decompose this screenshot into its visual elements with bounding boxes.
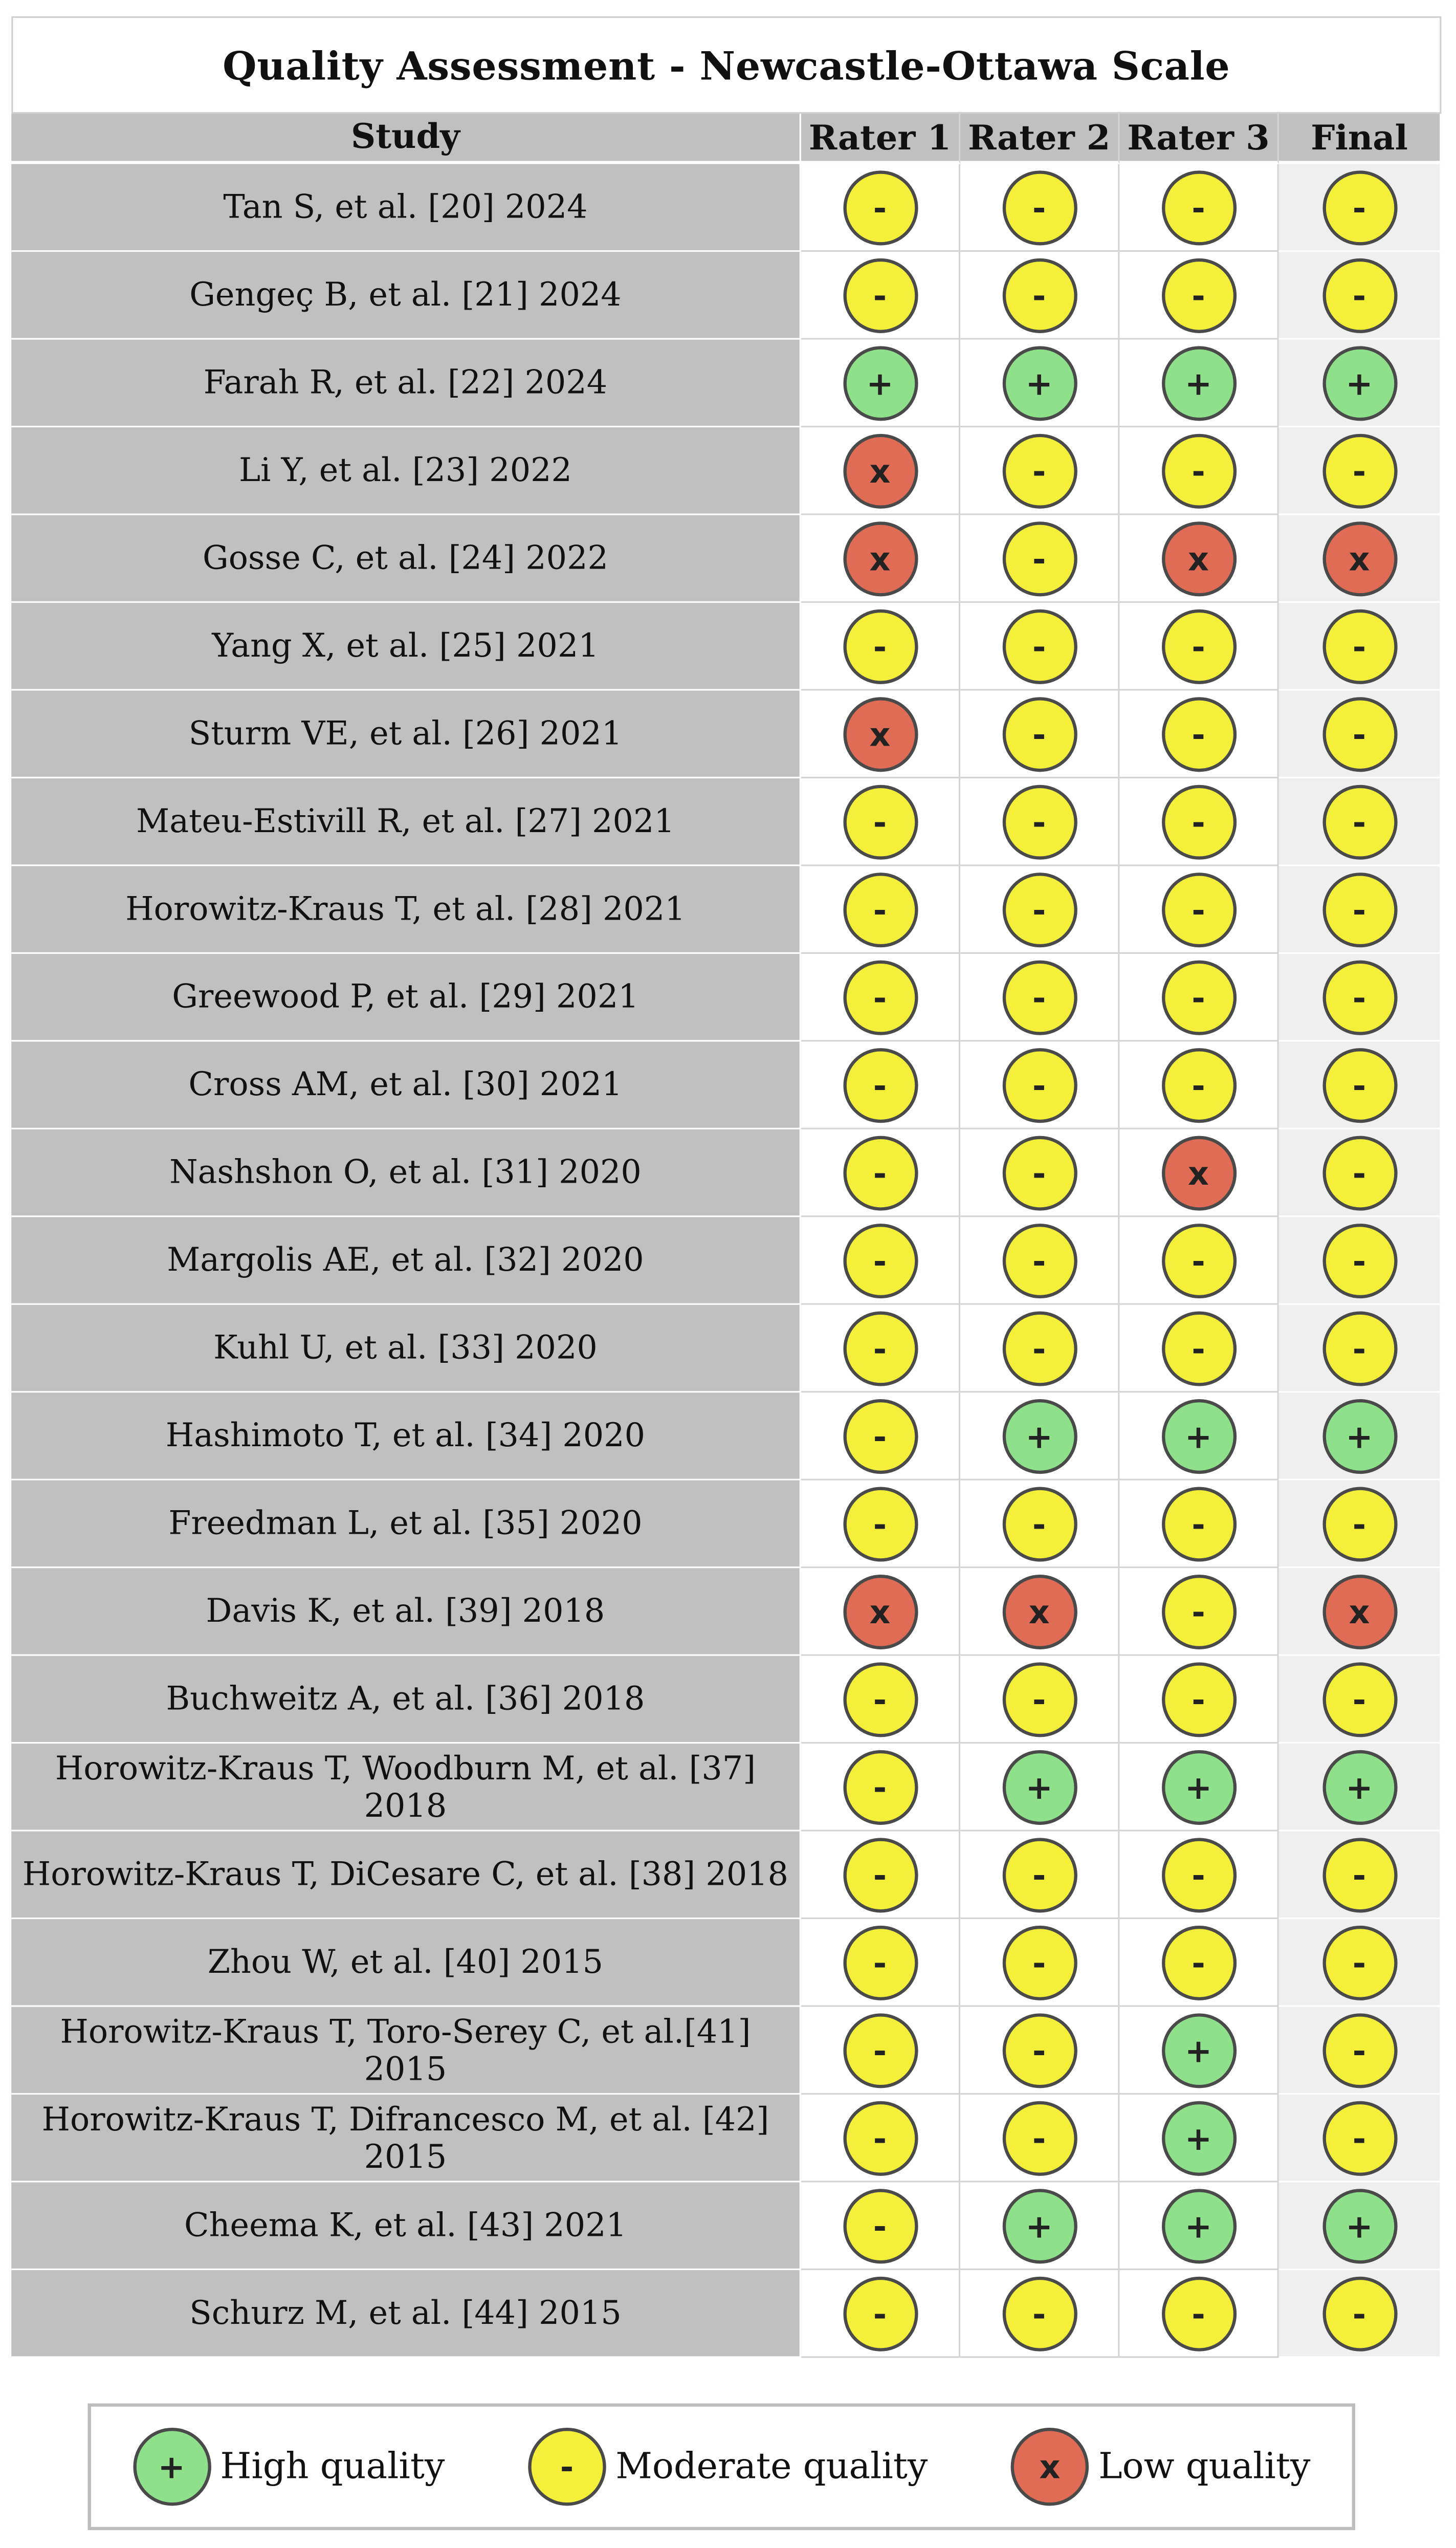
rater-3-cell bbox=[1119, 1744, 1278, 1831]
moderate-quality-icon: - bbox=[1322, 696, 1397, 771]
moderate-quality-icon: - bbox=[1161, 696, 1236, 771]
final-cell bbox=[1279, 2183, 1442, 2270]
table-row bbox=[11, 691, 1441, 778]
study-name: Mateu-Estivill R, et al. [27] 2021 bbox=[11, 778, 801, 866]
high-quality-icon: + bbox=[1161, 2188, 1236, 2263]
study-name: Sturm VE, et al. [26] 2021 bbox=[11, 691, 801, 778]
study-name: Schurz M, et al. [44] 2015 bbox=[11, 2270, 801, 2358]
rater-1-cell bbox=[801, 1744, 960, 1831]
rater-1-cell bbox=[801, 427, 960, 515]
rater-2-cell bbox=[960, 954, 1119, 1041]
low-quality-icon: x bbox=[1002, 1574, 1076, 1648]
moderate-quality-icon: - bbox=[843, 1486, 917, 1561]
rater-3-cell bbox=[1119, 1568, 1278, 1656]
table-row bbox=[11, 1305, 1441, 1392]
moderate-quality-icon: - bbox=[1002, 2100, 1076, 2175]
rater-1-cell bbox=[801, 164, 960, 252]
moderate-quality-icon: - bbox=[1002, 872, 1076, 947]
table-row bbox=[11, 954, 1441, 1041]
moderate-quality-icon: - bbox=[1002, 1223, 1076, 1297]
moderate-quality-icon: - bbox=[1161, 1925, 1236, 1999]
rater-1-cell bbox=[801, 1919, 960, 2007]
legend bbox=[88, 2403, 1356, 2530]
final-cell bbox=[1279, 252, 1442, 339]
moderate-quality-icon: - bbox=[1322, 1925, 1397, 1999]
table-row bbox=[11, 515, 1441, 603]
table-row bbox=[11, 2007, 1441, 2095]
rater-1-cell bbox=[801, 1305, 960, 1392]
moderate-quality-icon: - bbox=[843, 784, 917, 859]
rater-3-cell bbox=[1119, 164, 1278, 252]
moderate-quality-icon: - bbox=[1002, 2013, 1076, 2087]
moderate-quality-icon: - bbox=[1322, 170, 1397, 245]
moderate-quality-icon: - bbox=[1002, 170, 1076, 245]
rater-1-cell bbox=[801, 1480, 960, 1568]
final-cell bbox=[1279, 2095, 1442, 2182]
table-row bbox=[11, 252, 1441, 339]
moderate-quality-icon: - bbox=[1002, 608, 1076, 683]
moderate-quality-icon: - bbox=[1002, 2276, 1076, 2350]
study-name: Horowitz-Kraus T, Toro-Serey C, et al.[41] 2015 bbox=[11, 2007, 801, 2095]
rater-2-cell bbox=[960, 1568, 1119, 1656]
moderate-quality-icon: - bbox=[1161, 784, 1236, 859]
rater-1-cell bbox=[801, 2095, 960, 2182]
final-cell bbox=[1279, 1217, 1442, 1304]
moderate-quality-icon: - bbox=[1002, 1311, 1076, 1385]
final-cell bbox=[1279, 2007, 1442, 2095]
moderate-quality-icon: - bbox=[1322, 1048, 1397, 1122]
legend-item-low bbox=[1011, 2428, 1311, 2506]
moderate-quality-icon: - bbox=[843, 257, 917, 332]
study-name: Horowitz-Kraus T, et al. [28] 2021 bbox=[11, 866, 801, 953]
moderate-quality-icon: - bbox=[1161, 608, 1236, 683]
table-row bbox=[11, 1217, 1441, 1304]
moderate-quality-icon: - bbox=[1161, 1837, 1236, 1912]
rater-3-cell bbox=[1119, 1480, 1278, 1568]
rater-2-cell bbox=[960, 1305, 1119, 1392]
moderate-quality-icon: - bbox=[843, 2188, 917, 2263]
low-quality-icon: x bbox=[1011, 2428, 1089, 2506]
low-quality-icon: x bbox=[1322, 1574, 1397, 1648]
rater-3-cell bbox=[1119, 866, 1278, 953]
rater-2-cell bbox=[960, 515, 1119, 603]
moderate-quality-icon: - bbox=[843, 1925, 917, 1999]
high-quality-icon: + bbox=[133, 2428, 210, 2506]
study-name: Nashshon O, et al. [31] 2020 bbox=[11, 1129, 801, 1217]
low-quality-icon: x bbox=[843, 433, 917, 508]
column-header-rater-1: Rater 1 bbox=[801, 114, 960, 164]
high-quality-icon: + bbox=[1002, 1398, 1076, 1473]
rater-1-cell bbox=[801, 866, 960, 953]
study-name: Buchweitz A, et al. [36] 2018 bbox=[11, 1656, 801, 1744]
rater-1-cell bbox=[801, 2183, 960, 2270]
moderate-quality-icon: - bbox=[843, 2100, 917, 2175]
final-cell bbox=[1279, 1656, 1442, 1744]
study-name: Davis K, et al. [39] 2018 bbox=[11, 1568, 801, 1656]
high-quality-icon: + bbox=[1161, 1749, 1236, 1824]
rater-3-cell bbox=[1119, 1217, 1278, 1304]
rater-2-cell bbox=[960, 2095, 1119, 2182]
table-row bbox=[11, 1656, 1441, 1744]
rater-2-cell bbox=[960, 2183, 1119, 2270]
rater-1-cell bbox=[801, 1392, 960, 1480]
study-name: Zhou W, et al. [40] 2015 bbox=[11, 1919, 801, 2007]
rater-1-cell bbox=[801, 252, 960, 339]
high-quality-icon: + bbox=[1161, 1398, 1236, 1473]
final-cell bbox=[1279, 1392, 1442, 1480]
rater-3-cell bbox=[1119, 1392, 1278, 1480]
low-quality-icon: x bbox=[843, 521, 917, 596]
rater-3-cell bbox=[1119, 1919, 1278, 2007]
moderate-quality-icon: - bbox=[1161, 1311, 1236, 1385]
final-cell bbox=[1279, 1744, 1442, 1831]
moderate-quality-icon: - bbox=[1002, 960, 1076, 1034]
study-name: Horowitz-Kraus T, Difrancesco M, et al. [42] 2015 bbox=[11, 2095, 801, 2182]
study-name: Horowitz-Kraus T, Woodburn M, et al. [37] 2018 bbox=[11, 1744, 801, 1831]
high-quality-icon: + bbox=[1002, 1749, 1076, 1824]
rater-3-cell bbox=[1119, 1041, 1278, 1129]
rater-2-cell bbox=[960, 866, 1119, 953]
high-quality-icon: + bbox=[1322, 1749, 1397, 1824]
legend-label-moderate: Moderate quality bbox=[615, 2446, 928, 2487]
low-quality-icon: x bbox=[843, 696, 917, 771]
study-name: Margolis AE, et al. [32] 2020 bbox=[11, 1217, 801, 1304]
column-header-rater-2: Rater 2 bbox=[960, 114, 1119, 164]
moderate-quality-icon: - bbox=[1322, 433, 1397, 508]
study-name: Gosse C, et al. [24] 2022 bbox=[11, 515, 801, 603]
moderate-quality-icon: - bbox=[1002, 1048, 1076, 1122]
rater-2-cell bbox=[960, 1656, 1119, 1744]
moderate-quality-icon: - bbox=[1322, 1662, 1397, 1736]
moderate-quality-icon: - bbox=[1161, 1662, 1236, 1736]
moderate-quality-icon: - bbox=[1322, 784, 1397, 859]
moderate-quality-icon: - bbox=[1002, 433, 1076, 508]
rater-3-cell bbox=[1119, 691, 1278, 778]
final-cell bbox=[1279, 954, 1442, 1041]
table-row bbox=[11, 1744, 1441, 1831]
moderate-quality-icon: - bbox=[843, 2276, 917, 2350]
final-cell bbox=[1279, 427, 1442, 515]
rater-3-cell bbox=[1119, 340, 1278, 427]
high-quality-icon: + bbox=[1322, 1398, 1397, 1473]
table-row bbox=[11, 1392, 1441, 1480]
moderate-quality-icon: - bbox=[1161, 1048, 1236, 1122]
final-cell bbox=[1279, 1832, 1442, 1919]
study-name: Li Y, et al. [23] 2022 bbox=[11, 427, 801, 515]
legend-label-high: High quality bbox=[220, 2446, 445, 2487]
high-quality-icon: + bbox=[1322, 345, 1397, 420]
study-name: Cross AM, et al. [30] 2021 bbox=[11, 1041, 801, 1129]
final-cell bbox=[1279, 1919, 1442, 2007]
rater-1-cell bbox=[801, 1568, 960, 1656]
moderate-quality-icon: - bbox=[843, 2013, 917, 2087]
table-row bbox=[11, 1568, 1441, 1656]
high-quality-icon: + bbox=[843, 345, 917, 420]
moderate-quality-icon: - bbox=[1002, 1135, 1076, 1210]
rater-2-cell bbox=[960, 164, 1119, 252]
rater-2-cell bbox=[960, 1392, 1119, 1480]
moderate-quality-icon: - bbox=[1322, 872, 1397, 947]
moderate-quality-icon: - bbox=[1322, 2013, 1397, 2087]
rater-1-cell bbox=[801, 1129, 960, 1217]
final-cell bbox=[1279, 340, 1442, 427]
rater-3-cell bbox=[1119, 2270, 1278, 2358]
rater-2-cell bbox=[960, 340, 1119, 427]
moderate-quality-icon: - bbox=[843, 608, 917, 683]
moderate-quality-icon: - bbox=[1161, 433, 1236, 508]
rater-2-cell bbox=[960, 1129, 1119, 1217]
moderate-quality-icon: - bbox=[1322, 1311, 1397, 1385]
rater-1-cell bbox=[801, 2007, 960, 2095]
rater-3-cell bbox=[1119, 427, 1278, 515]
table-row bbox=[11, 603, 1441, 690]
rater-3-cell bbox=[1119, 2095, 1278, 2182]
moderate-quality-icon: - bbox=[843, 960, 917, 1034]
high-quality-icon: + bbox=[1002, 345, 1076, 420]
study-name: Tan S, et al. [20] 2024 bbox=[11, 164, 801, 252]
high-quality-icon: + bbox=[1161, 2100, 1236, 2175]
rater-3-cell bbox=[1119, 603, 1278, 690]
rater-2-cell bbox=[960, 1744, 1119, 1831]
rater-2-cell bbox=[960, 691, 1119, 778]
moderate-quality-icon: - bbox=[843, 1749, 917, 1824]
final-cell bbox=[1279, 1305, 1442, 1392]
rater-1-cell bbox=[801, 1656, 960, 1744]
moderate-quality-icon: - bbox=[1002, 257, 1076, 332]
low-quality-icon: x bbox=[1161, 1135, 1236, 1210]
rater-1-cell bbox=[801, 603, 960, 690]
moderate-quality-icon: - bbox=[1322, 1486, 1397, 1561]
moderate-quality-icon: - bbox=[843, 1223, 917, 1297]
rater-1-cell bbox=[801, 778, 960, 866]
rater-3-cell bbox=[1119, 1656, 1278, 1744]
table-row bbox=[11, 2183, 1441, 2270]
final-cell bbox=[1279, 1041, 1442, 1129]
rater-2-cell bbox=[960, 2270, 1119, 2358]
final-cell bbox=[1279, 778, 1442, 866]
moderate-quality-icon: - bbox=[1322, 960, 1397, 1034]
rater-2-cell bbox=[960, 252, 1119, 339]
table-row bbox=[11, 1129, 1441, 1217]
rater-1-cell bbox=[801, 1041, 960, 1129]
study-name: Hashimoto T, et al. [34] 2020 bbox=[11, 1392, 801, 1480]
moderate-quality-icon: - bbox=[1002, 696, 1076, 771]
final-cell bbox=[1279, 1568, 1442, 1656]
column-header-rater-3: Rater 3 bbox=[1119, 114, 1278, 164]
table-row bbox=[11, 1919, 1441, 2007]
rater-2-cell bbox=[960, 1919, 1119, 2007]
rater-3-cell bbox=[1119, 778, 1278, 866]
study-name: Greewood P, et al. [29] 2021 bbox=[11, 954, 801, 1041]
final-cell bbox=[1279, 866, 1442, 953]
legend-label-low: Low quality bbox=[1098, 2446, 1311, 2487]
moderate-quality-icon: - bbox=[843, 170, 917, 245]
moderate-quality-icon: - bbox=[843, 1135, 917, 1210]
moderate-quality-icon: - bbox=[1161, 257, 1236, 332]
moderate-quality-icon: - bbox=[1002, 1662, 1076, 1736]
moderate-quality-icon: - bbox=[1002, 1837, 1076, 1912]
final-cell bbox=[1279, 164, 1442, 252]
high-quality-icon: + bbox=[1322, 2188, 1397, 2263]
moderate-quality-icon: - bbox=[1322, 1223, 1397, 1297]
assessment-table bbox=[11, 114, 1441, 2358]
study-name: Yang X, et al. [25] 2021 bbox=[11, 603, 801, 690]
final-cell bbox=[1279, 1480, 1442, 1568]
table-row bbox=[11, 164, 1441, 252]
high-quality-icon: + bbox=[1002, 2188, 1076, 2263]
figure-title: Quality Assessment - Newcastle-Ottawa Scale bbox=[11, 16, 1441, 114]
study-name: Kuhl U, et al. [33] 2020 bbox=[11, 1305, 801, 1392]
high-quality-icon: + bbox=[1161, 345, 1236, 420]
rater-2-cell bbox=[960, 778, 1119, 866]
moderate-quality-icon: - bbox=[1161, 1486, 1236, 1561]
rater-1-cell bbox=[801, 1217, 960, 1304]
table-row bbox=[11, 2270, 1441, 2358]
rater-3-cell bbox=[1119, 2007, 1278, 2095]
study-name: Farah R, et al. [22] 2024 bbox=[11, 340, 801, 427]
legend-item-moderate bbox=[528, 2428, 928, 2506]
rater-3-cell bbox=[1119, 515, 1278, 603]
moderate-quality-icon: - bbox=[1161, 872, 1236, 947]
moderate-quality-icon: - bbox=[1161, 1574, 1236, 1648]
rater-2-cell bbox=[960, 1480, 1119, 1568]
study-name: Horowitz-Kraus T, DiCesare C, et al. [38] 2018 bbox=[11, 1832, 801, 1919]
final-cell bbox=[1279, 1129, 1442, 1217]
moderate-quality-icon: - bbox=[843, 1662, 917, 1736]
moderate-quality-icon: - bbox=[843, 1311, 917, 1385]
legend-item-high bbox=[133, 2428, 445, 2506]
moderate-quality-icon: - bbox=[1161, 170, 1236, 245]
rater-1-cell bbox=[801, 1832, 960, 1919]
low-quality-icon: x bbox=[1161, 521, 1236, 596]
moderate-quality-icon: - bbox=[1322, 1837, 1397, 1912]
rater-2-cell bbox=[960, 427, 1119, 515]
moderate-quality-icon: - bbox=[1322, 2100, 1397, 2175]
rater-3-cell bbox=[1119, 1305, 1278, 1392]
moderate-quality-icon: - bbox=[1002, 784, 1076, 859]
rater-1-cell bbox=[801, 691, 960, 778]
rater-2-cell bbox=[960, 2007, 1119, 2095]
column-header-final: Final bbox=[1279, 114, 1442, 164]
moderate-quality-icon: - bbox=[1161, 1223, 1236, 1297]
moderate-quality-icon: - bbox=[1002, 1925, 1076, 1999]
high-quality-icon: + bbox=[1161, 2013, 1236, 2087]
moderate-quality-icon: - bbox=[843, 1837, 917, 1912]
study-name: Cheema K, et al. [43] 2021 bbox=[11, 2183, 801, 2270]
final-cell bbox=[1279, 2270, 1442, 2358]
rater-2-cell bbox=[960, 1041, 1119, 1129]
rater-3-cell bbox=[1119, 2183, 1278, 2270]
table-row bbox=[11, 1041, 1441, 1129]
rater-3-cell bbox=[1119, 252, 1278, 339]
rater-2-cell bbox=[960, 1832, 1119, 1919]
table-body bbox=[11, 164, 1441, 2358]
column-header-study: Study bbox=[11, 114, 801, 164]
moderate-quality-icon: - bbox=[1322, 1135, 1397, 1210]
low-quality-icon: x bbox=[1322, 521, 1397, 596]
rater-2-cell bbox=[960, 1217, 1119, 1304]
study-name: Freedman L, et al. [35] 2020 bbox=[11, 1480, 801, 1568]
table-row bbox=[11, 866, 1441, 953]
table-row bbox=[11, 1832, 1441, 1919]
moderate-quality-icon: - bbox=[1002, 521, 1076, 596]
rater-1-cell bbox=[801, 340, 960, 427]
moderate-quality-icon: - bbox=[528, 2428, 606, 2506]
final-cell bbox=[1279, 691, 1442, 778]
rater-1-cell bbox=[801, 954, 960, 1041]
moderate-quality-icon: - bbox=[843, 1398, 917, 1473]
moderate-quality-icon: - bbox=[843, 1048, 917, 1122]
final-cell bbox=[1279, 603, 1442, 690]
table-row bbox=[11, 778, 1441, 866]
table-row bbox=[11, 340, 1441, 427]
study-name: Gengeç B, et al. [21] 2024 bbox=[11, 252, 801, 339]
rater-3-cell bbox=[1119, 1129, 1278, 1217]
moderate-quality-icon: - bbox=[1002, 1486, 1076, 1561]
table-row bbox=[11, 1480, 1441, 1568]
moderate-quality-icon: - bbox=[1161, 960, 1236, 1034]
moderate-quality-icon: - bbox=[843, 872, 917, 947]
moderate-quality-icon: - bbox=[1322, 257, 1397, 332]
moderate-quality-icon: - bbox=[1161, 2276, 1236, 2350]
rater-1-cell bbox=[801, 515, 960, 603]
rater-3-cell bbox=[1119, 954, 1278, 1041]
moderate-quality-icon: - bbox=[1322, 2276, 1397, 2350]
rater-3-cell bbox=[1119, 1832, 1278, 1919]
table-header bbox=[11, 114, 1441, 164]
moderate-quality-icon: - bbox=[1322, 608, 1397, 683]
rater-2-cell bbox=[960, 603, 1119, 690]
final-cell bbox=[1279, 515, 1442, 603]
table-row bbox=[11, 2095, 1441, 2182]
low-quality-icon: x bbox=[843, 1574, 917, 1648]
rater-1-cell bbox=[801, 2270, 960, 2358]
table-row bbox=[11, 427, 1441, 515]
